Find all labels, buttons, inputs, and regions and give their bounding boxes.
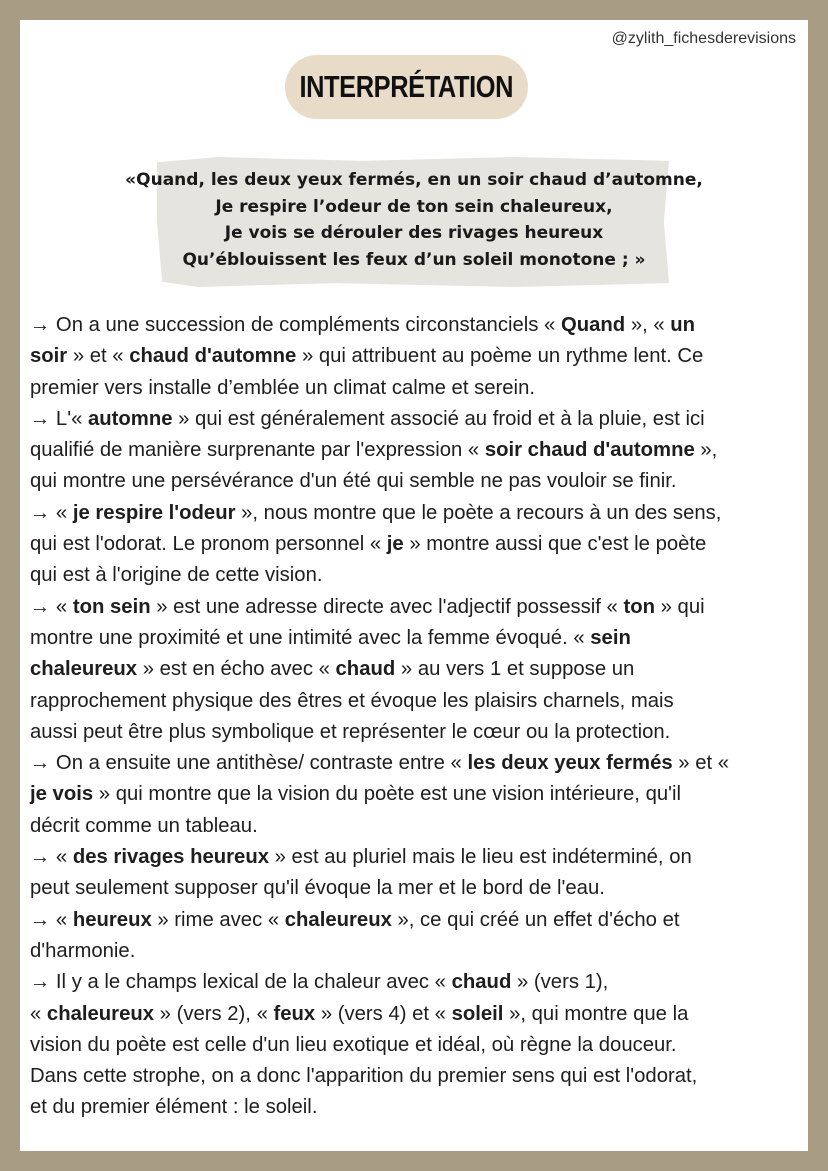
text-segment: Dans cette strophe, on a donc l'apparition du premier sens qui est l'odorat, [30, 1065, 698, 1088]
highlighted-term: je vois [30, 783, 94, 806]
highlighted-term: sein [590, 626, 631, 649]
text-segment: qui est à l'origine de cette vision. [30, 564, 323, 587]
highlighted-term: je respire l'odeur [72, 501, 236, 524]
text-segment: → « [30, 595, 73, 618]
text-segment: décrit comme un tableau. [30, 814, 258, 837]
quote-line: Je vois se dérouler des rivages heureux [224, 223, 604, 243]
text-segment: qui montre une persévérance d'un été qui semble ne pas vouloir se finir. [30, 470, 677, 493]
text-segment: » (vers 2), « [154, 1002, 274, 1025]
poem-quote [80, 167, 748, 273]
text-segment: → « [30, 501, 73, 524]
text-segment: qualifié de manière surprenante par l'expression « [30, 439, 485, 462]
highlighted-term: chaleureux [30, 658, 138, 681]
text-segment: », qui montre que la [503, 1002, 689, 1025]
highlighted-term: soir chaud d'automne [484, 439, 695, 462]
text-segment: « [30, 1002, 47, 1025]
analysis-line [30, 779, 798, 810]
text-segment: peut seulement supposer qu'il évoque la mer et le bord de l'eau. [30, 877, 605, 900]
analysis-line [30, 842, 798, 873]
text-segment: vision du poète est celle d'un lieu exotique et idéal, où règne la douceur. [30, 1033, 677, 1056]
highlighted-term: chaud d'automne [129, 345, 297, 368]
text-segment: → On a ensuite une antithèse/ contraste entre « [30, 752, 468, 775]
quote-line: Je respire l’odeur de ton sein chaleureux, [215, 196, 613, 217]
quote-line: Qu’éblouissent les feux d’un soleil monotone ; » [182, 249, 646, 270]
text-segment: » est au pluriel mais le lieu est indéterminé, on [269, 846, 692, 869]
highlighted-term: un [670, 314, 696, 336]
highlighted-term: ton [623, 595, 655, 618]
text-segment: » au vers 1 et suppose un [395, 658, 635, 681]
text-segment: rapprochement physique des êtres et évoque les plaisirs charnels, mais [30, 689, 674, 712]
analysis-line [30, 811, 798, 842]
page [20, 20, 808, 1151]
text-segment: → L'« [30, 407, 88, 430]
text-segment: » rime avec « [151, 908, 285, 931]
analysis-line [30, 1061, 798, 1092]
highlighted-term: heureux [72, 908, 152, 931]
highlighted-term: soleil [451, 1002, 504, 1025]
text-segment: », ce qui créé un effet d'écho et [391, 908, 680, 931]
text-segment: » qui montre que la vision du poète est une vision intérieure, qu'il [93, 783, 682, 806]
highlighted-term: des rivages heureux [72, 846, 269, 869]
analysis-line [30, 686, 798, 717]
text-segment: » est en écho avec « [137, 658, 336, 681]
analysis-line [30, 466, 798, 497]
analysis-line [30, 717, 798, 748]
analysis-line [30, 435, 798, 466]
analysis-line [30, 1092, 798, 1123]
highlighted-term: feux [273, 1002, 316, 1025]
text-segment: → « [30, 846, 73, 869]
analysis-line [30, 592, 798, 623]
text-segment: » qui [654, 595, 705, 618]
text-segment: d'harmonie. [30, 939, 136, 962]
analysis-line [30, 999, 798, 1030]
text-segment: qui est l'odorat. Le pronom personnel « [30, 533, 387, 556]
author-handle: @zylith_fichesderevisions [611, 30, 796, 47]
text-segment: montre une proximité et une intimité avec la femme évoqué. « [30, 626, 591, 649]
analysis-line [30, 967, 798, 998]
highlighted-term: chaud [451, 971, 512, 994]
analysis-line [30, 529, 798, 560]
analysis-line [30, 936, 798, 967]
analysis-line [30, 905, 798, 936]
highlighted-term: automne [87, 407, 173, 430]
highlighted-term: les deux yeux fermés [467, 752, 673, 775]
analysis-line [30, 404, 798, 435]
text-segment: » est une adresse directe avec l'adjectif possessif « [150, 595, 624, 618]
analysis-line [30, 623, 798, 654]
analysis-line [30, 310, 798, 341]
analysis-line [30, 654, 798, 685]
text-segment: → Il y a le champs lexical de la chaleur avec « [30, 971, 452, 994]
highlighted-term: ton sein [72, 595, 151, 618]
analysis-line [30, 748, 798, 779]
highlighted-term: chaleureux [46, 1002, 155, 1025]
highlighted-term: chaleureux [284, 908, 392, 931]
text-segment: », nous montre que le poète a recours à un des sens, [235, 501, 722, 524]
highlighted-term: Quand [560, 314, 626, 336]
highlighted-term: soir [30, 345, 68, 368]
text-segment: » montre aussi que c'est le poète [403, 533, 707, 556]
quote-line: «Quand, les deux yeux fermés, en un soir chaud d’automne, [125, 170, 703, 190]
highlighted-term: chaud [335, 658, 396, 681]
analysis-line [30, 373, 798, 404]
text-segment: » qui attribuent au poème un rythme lent. Ce [296, 345, 704, 368]
analysis-line [30, 560, 798, 591]
text-segment: aussi peut être plus symbolique et représenter le cœur ou la protection. [30, 720, 671, 743]
text-segment: » qui est généralement associé au froid et à la pluie, est ici [172, 407, 705, 430]
text-segment: premier vers installe d’emblée un climat calme et serein. [30, 376, 535, 399]
text-segment: → On a une succession de compléments circonstanciels « [30, 314, 561, 336]
text-segment: » et « [67, 345, 130, 368]
text-segment: » (vers 1), [511, 971, 609, 994]
analysis-line [30, 498, 798, 529]
text-segment: », [694, 439, 718, 462]
analysis-line [30, 341, 798, 372]
analysis-text [30, 310, 798, 1124]
highlighted-term: je [386, 533, 404, 556]
analysis-line [30, 1030, 798, 1061]
analysis-line [30, 873, 798, 904]
text-segment: » (vers 4) et « [315, 1002, 452, 1025]
title-badge [285, 55, 528, 119]
text-segment: et du premier élément : le soleil. [30, 1096, 318, 1119]
text-segment: », « [625, 314, 671, 336]
text-segment: » et « [672, 752, 730, 775]
page-title: INTERPRÉTATION [299, 69, 514, 104]
text-segment: → « [30, 908, 73, 931]
